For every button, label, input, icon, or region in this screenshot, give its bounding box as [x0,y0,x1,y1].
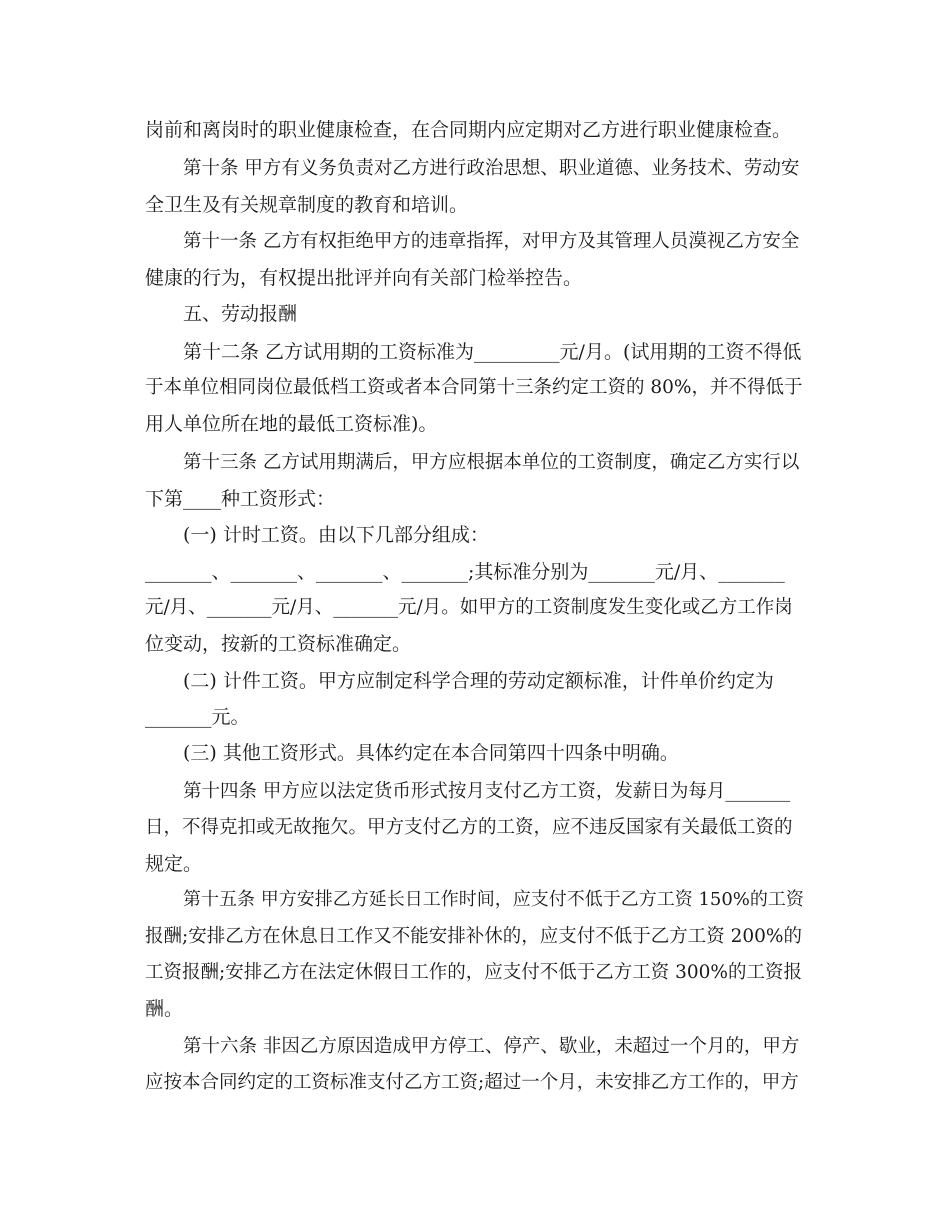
text-line: _______元。 [145,706,250,728]
text-line: _______、_______、_______、_______;其标准分别为_______元/月、_______ [145,561,785,583]
text-line: 酬。 [145,998,184,1020]
text-line: 规定。 [145,853,203,875]
text-line: 第十条 甲方有义务负责对乙方进行政治思想、职业道德、业务技术、劳动安 [183,158,800,179]
text-line: 应按本合同约定的工资标准支付乙方工资;超过一个月，未安排乙方工作的，甲方 [145,1072,799,1093]
text-line: 第十六条 非因乙方原因造成甲方停工、停产、歇业，未超过一个月的，甲方 [183,1036,800,1057]
text-line: 第十一条 乙方有权拒绝甲方的违章指挥，对甲方及其管理人员漠视乙方安全 [183,231,800,252]
section-heading: 五、劳动报酬 [183,303,298,325]
text-line: 第十五条 甲方安排乙方延长日工作时间，应支付不低于乙方工资 150%的工资 [183,889,804,910]
text-line: 第十二条 乙方试用期的工资标准为_________元/月。(试用期的工资不得低 [183,341,802,363]
text-line: 下第____种工资形式： [145,488,336,510]
text-line: 用人单位所在地的最低工资标准)。 [145,413,438,435]
text-line: (一) 计时工资。由以下几部分组成： [183,524,489,546]
text-line: 全卫生及有关规章制度的教育和培训。 [145,194,469,216]
text-line: 于本单位相同岗位最低档工资或者本合同第十三条约定工资的 80%，并不得低于 [145,377,803,398]
text-line: (二) 计件工资。甲方应制定科学合理的劳动定额标准，计件单价约定为 [183,670,774,692]
text-line: 健康的行为，有权提出批评并向有关部门检举控告。 [145,267,583,289]
text-line: 第十三条 乙方试用期满后，甲方应根据本单位的工资制度，确定乙方实行以 [183,452,800,473]
text-line: (三) 其他工资形式。具体约定在本合同第四十四条中明确。 [183,742,679,764]
text-line: 报酬;安排乙方在休息日工作又不能安排补休的，应支付不低于乙方工资 200%的 [145,926,803,947]
text-line: 元/月、_______元/月、_______元/月。如甲方的工资制度发生变化或乙方工作岗 [145,597,793,618]
text-line: 位变动，按新的工资标准确定。 [145,633,412,655]
text-line: 工资报酬;安排乙方在法定休假日工作的，应支付不低于乙方工资 300%的工资报 [145,962,803,983]
text-line: 日，不得克扣或无故拖欠。甲方支付乙方的工资，应不违反国家有关最低工资的 [145,817,793,838]
text-line: 岗前和离岗时的职业健康检查，在合同期内应定期对乙方进行职业健康检查。 [145,119,792,141]
text-line: 第十四条 甲方应以法定货币形式按月支付乙方工资，发薪日为每月_______ [183,781,791,802]
